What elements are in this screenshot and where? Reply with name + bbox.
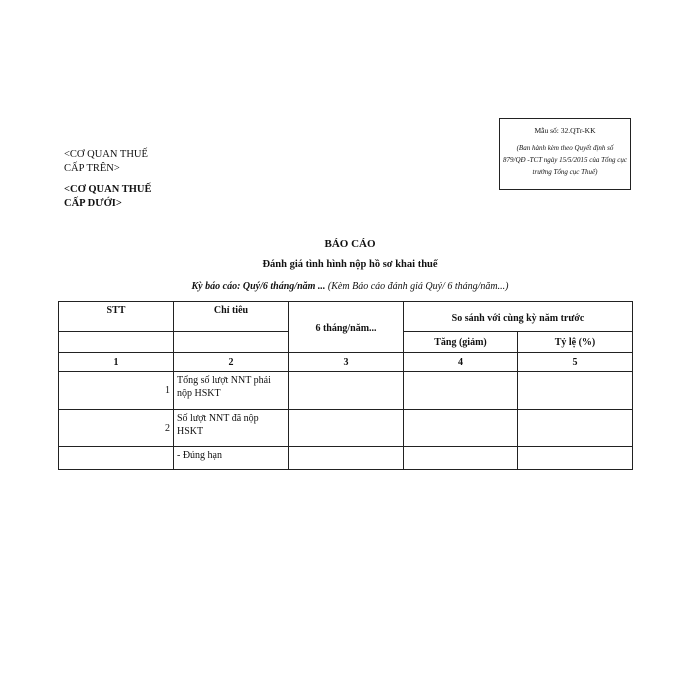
upper-agency-line2: CẤP TRÊN> — [64, 163, 120, 174]
form-note-line1: (Ban hành kèm theo Quyết định số — [516, 144, 614, 152]
report-title: BÁO CÁO — [324, 238, 376, 250]
header-compare: So sánh với cùng kỳ năm trước — [404, 302, 633, 332]
cell-empty — [518, 447, 633, 470]
report-subtitle: Đánh giá tình hình nộp hồ sơ khai thuế — [262, 259, 438, 270]
row-label: - Đúng hạn — [174, 447, 289, 470]
header-ratio: Tỷ lệ (%) — [518, 332, 633, 353]
cell-empty — [404, 447, 518, 470]
cell-empty — [404, 410, 518, 447]
cell-empty — [518, 410, 633, 447]
lower-agency — [64, 183, 151, 211]
report-period — [0, 281, 700, 292]
lower-agency-line2: CẤP DƯỚI> — [64, 198, 122, 209]
row-label: Số lượt NNT đã nộp HSKT — [174, 410, 289, 447]
form-code-box — [499, 118, 631, 190]
row-index: 1 — [59, 372, 174, 410]
row-label: Tổng số lượt NNT phải nộp HSKT — [174, 372, 289, 410]
cell-empty — [404, 372, 518, 410]
cell-empty — [289, 372, 404, 410]
header-indicator-cont — [174, 332, 289, 353]
col-number: 5 — [518, 353, 633, 372]
form-code: Mẫu số: 32.QTr-KK — [534, 126, 596, 135]
table-row — [59, 447, 633, 470]
row-index: 2 — [59, 410, 174, 447]
upper-agency-line1: <CƠ QUAN THUẾ — [64, 149, 148, 160]
header-period: 6 tháng/năm... — [289, 302, 404, 353]
header-stt: STT — [59, 302, 174, 332]
table-row — [59, 410, 633, 447]
header-stt-cont — [59, 332, 174, 353]
lower-agency-line1: <CƠ QUAN THUẾ — [64, 184, 152, 195]
report-table — [58, 301, 633, 470]
table-row — [59, 372, 633, 410]
form-note-line2: 879/QĐ -TCT ngày 15/5/2015 của Tổng cục trưởng Tổng cục Thuế) — [503, 156, 627, 176]
report-period-label: Kỳ báo cáo: Quý/6 tháng/năm ... — [191, 281, 326, 292]
col-number: 2 — [174, 353, 289, 372]
upper-agency — [64, 148, 148, 176]
col-number: 1 — [59, 353, 174, 372]
row-index — [59, 447, 174, 470]
col-number: 3 — [289, 353, 404, 372]
cell-empty — [518, 372, 633, 410]
header-increase: Tăng (giảm) — [404, 332, 518, 353]
cell-empty — [289, 447, 404, 470]
header-indicator: Chỉ tiêu — [174, 302, 289, 332]
col-number: 4 — [404, 353, 518, 372]
cell-empty — [289, 410, 404, 447]
report-period-note: (Kèm Báo cáo đánh giá Quý/ 6 tháng/năm...) — [325, 281, 509, 292]
